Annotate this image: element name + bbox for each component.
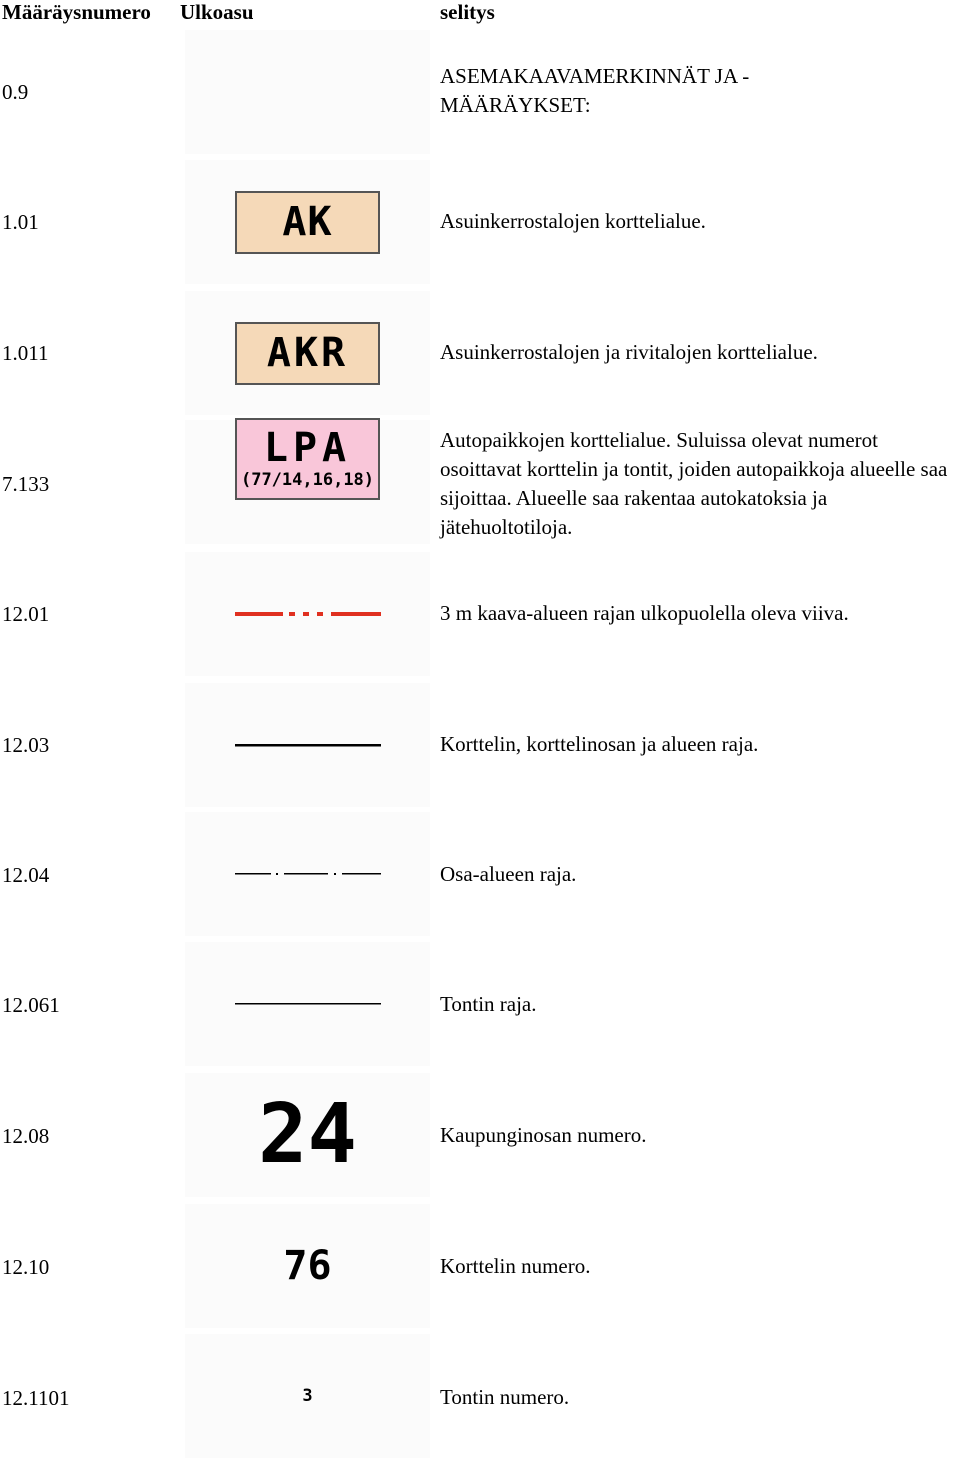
symbol-cell bbox=[185, 812, 430, 936]
row-number: 0.9 bbox=[2, 80, 29, 104]
lpa-symbol-label: LPA bbox=[263, 425, 352, 471]
symbol-cell bbox=[185, 291, 430, 415]
ak-symbol-label: AK bbox=[282, 199, 333, 245]
red-dash-dot-line-icon bbox=[235, 608, 381, 620]
akr-symbol-label: AKR bbox=[266, 330, 349, 376]
symbol-cell bbox=[185, 1334, 430, 1458]
row-description: Asuinkerrostalojen korttelialue. bbox=[440, 209, 706, 233]
row-number: 12.04 bbox=[2, 863, 50, 887]
symbol-cell bbox=[185, 1204, 430, 1328]
plot-number-symbol: 3 bbox=[302, 1385, 313, 1406]
row-number: 12.10 bbox=[2, 1255, 50, 1279]
row-number: 1.011 bbox=[2, 341, 49, 365]
akr-zone-symbol bbox=[235, 322, 380, 385]
row-number: 12.03 bbox=[2, 733, 50, 757]
row-number: 1.01 bbox=[2, 210, 39, 234]
row-description: Asuinkerrostalojen ja rivitalojen korttelialue. bbox=[440, 340, 818, 364]
symbol-cell bbox=[185, 942, 430, 1066]
symbol-cell bbox=[185, 160, 430, 284]
thin-solid-line-icon bbox=[235, 1000, 381, 1008]
row-number: 12.08 bbox=[2, 1124, 50, 1148]
symbol-cell-empty bbox=[185, 30, 430, 154]
header-appearance: Ulkoasu bbox=[180, 0, 254, 24]
symbol-cell bbox=[185, 552, 430, 676]
row-number: 7.133 bbox=[2, 472, 50, 496]
symbol-cell bbox=[185, 1073, 430, 1197]
lpa-symbol-sublabel: (77/14,16,18) bbox=[240, 470, 375, 490]
lpa-zone-symbol bbox=[235, 418, 380, 500]
row-number: 12.01 bbox=[2, 602, 50, 626]
block-number-symbol: 76 bbox=[283, 1243, 332, 1289]
symbol-cell bbox=[185, 420, 430, 544]
row-description: ASEMAKAAVAMERKINNÄT JA - MÄÄRÄYKSET: bbox=[440, 64, 750, 117]
row-description: Korttelin, korttelinosan ja alueen raja. bbox=[440, 732, 759, 756]
row-description: Kaupunginosan numero. bbox=[440, 1123, 647, 1147]
row-description: Tontin raja. bbox=[440, 992, 537, 1016]
row-description: 3 m kaava-alueen rajan ulkopuolella oleva viiva. bbox=[440, 601, 849, 625]
row-number: 12.1101 bbox=[2, 1386, 70, 1410]
header-description: selitys bbox=[440, 0, 495, 24]
district-number-symbol: 24 bbox=[258, 1087, 357, 1182]
row-number: 12.061 bbox=[2, 993, 60, 1017]
row-description: Korttelin numero. bbox=[440, 1254, 591, 1278]
thick-solid-line-icon bbox=[235, 741, 381, 749]
ak-zone-symbol bbox=[235, 191, 380, 254]
header-number: Määräysnumero bbox=[2, 0, 151, 24]
row-description: Osa-alueen raja. bbox=[440, 862, 577, 886]
dash-dot-line-icon bbox=[235, 870, 381, 878]
row-description: Tontin numero. bbox=[440, 1385, 570, 1409]
row-description: Autopaikkojen korttelialue. Suluissa olevat numerot osoittavat korttelin ja tontit, joiden autopaikkoja alueelle saa sijoittaa. Alueelle saa rakentaa autokatoksia ja jätehuoltotiloja. bbox=[440, 428, 948, 539]
symbol-cell bbox=[185, 683, 430, 807]
